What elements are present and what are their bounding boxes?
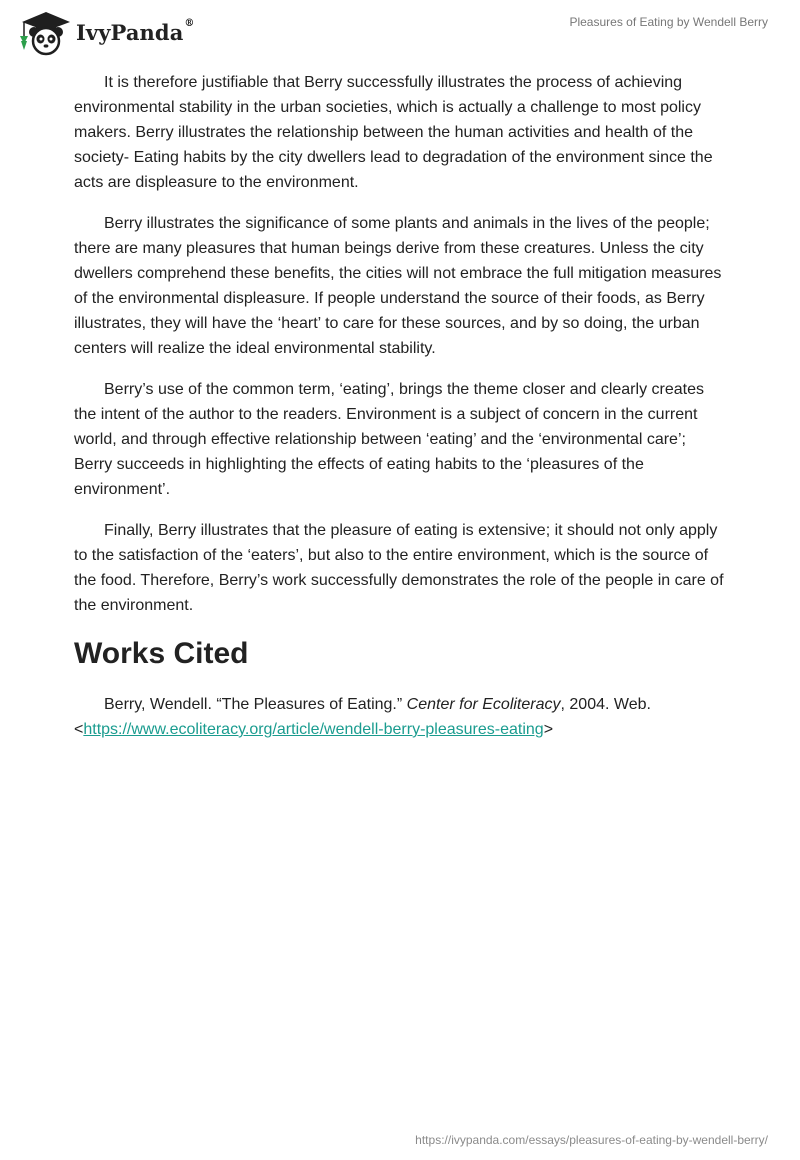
citation-open-bracket: < (74, 721, 84, 738)
citation-year: , 2004. Web. (560, 696, 651, 713)
panda-graduate-icon (14, 8, 74, 56)
body-paragraph-4: Finally, Berry illustrates that the pleasure of eating is extensive; it should not only apply to the satisfaction of the ‘eaters’, but also to the entire environment, which is the source of the food. Therefore, Berry’s work successfully demonstrates the role of the people in care of the environment. (74, 522, 724, 614)
page-header (0, 0, 800, 60)
essay-body (74, 70, 724, 742)
works-cited-heading: Works Cited (74, 637, 249, 670)
body-paragraph-1: It is therefore justifiable that Berry successfully illustrates the process of achieving environmental stability in the urban societies, which is actually a challenge to most policy makers. Berry illustrates the relationship between the human activities and health of the society- Eating habits by the city dwellers lead to degradation of the environment since the acts are displeasure to the environment. (74, 74, 713, 191)
citation-close-bracket: > (543, 721, 554, 738)
citation-source: Center for Ecoliteracy (406, 696, 561, 713)
body-paragraph-2: Berry illustrates the significance of some plants and animals in the lives of the people; there are many pleasures that human beings derive from these creatures. Unless the city dwellers comprehend these benefits, the cities will not embrace the full mitigation measures of the environmental displeasure. If people understand the source of their foods, as Berry illustrates, they will have the ‘heart’ to care for these sources, and by so doing, the urban centers will realize the ideal environmental stability. (74, 215, 722, 357)
footer-url[interactable]: https://ivypanda.com/essays/pleasures-of-eating-by-wendell-berry/ (415, 1133, 768, 1147)
logo-wordmark: IvyPanda® (76, 17, 195, 45)
citation-author-title: Berry, Wendell. “The Pleasures of Eating.” (104, 696, 407, 713)
body-paragraph-3: Berry’s use of the common term, ‘eating’, brings the theme closer and clearly creates the intent of the author to the readers. Environment is a subject of concern in the current world, and through effective relationship between ‘eating’ and the ‘environmental care’; Berry succeeds in highlighting the effects of eating habits to the ‘pleasures of the environment’. (74, 381, 704, 498)
citation-link[interactable]: https://www.ecoliteracy.org/article/wendell-berry-pleasures-eating (83, 721, 544, 738)
citation-entry (74, 692, 724, 742)
ivypanda-logo[interactable] (14, 8, 195, 56)
document-title: Pleasures of Eating by Wendell Berry (569, 15, 768, 29)
